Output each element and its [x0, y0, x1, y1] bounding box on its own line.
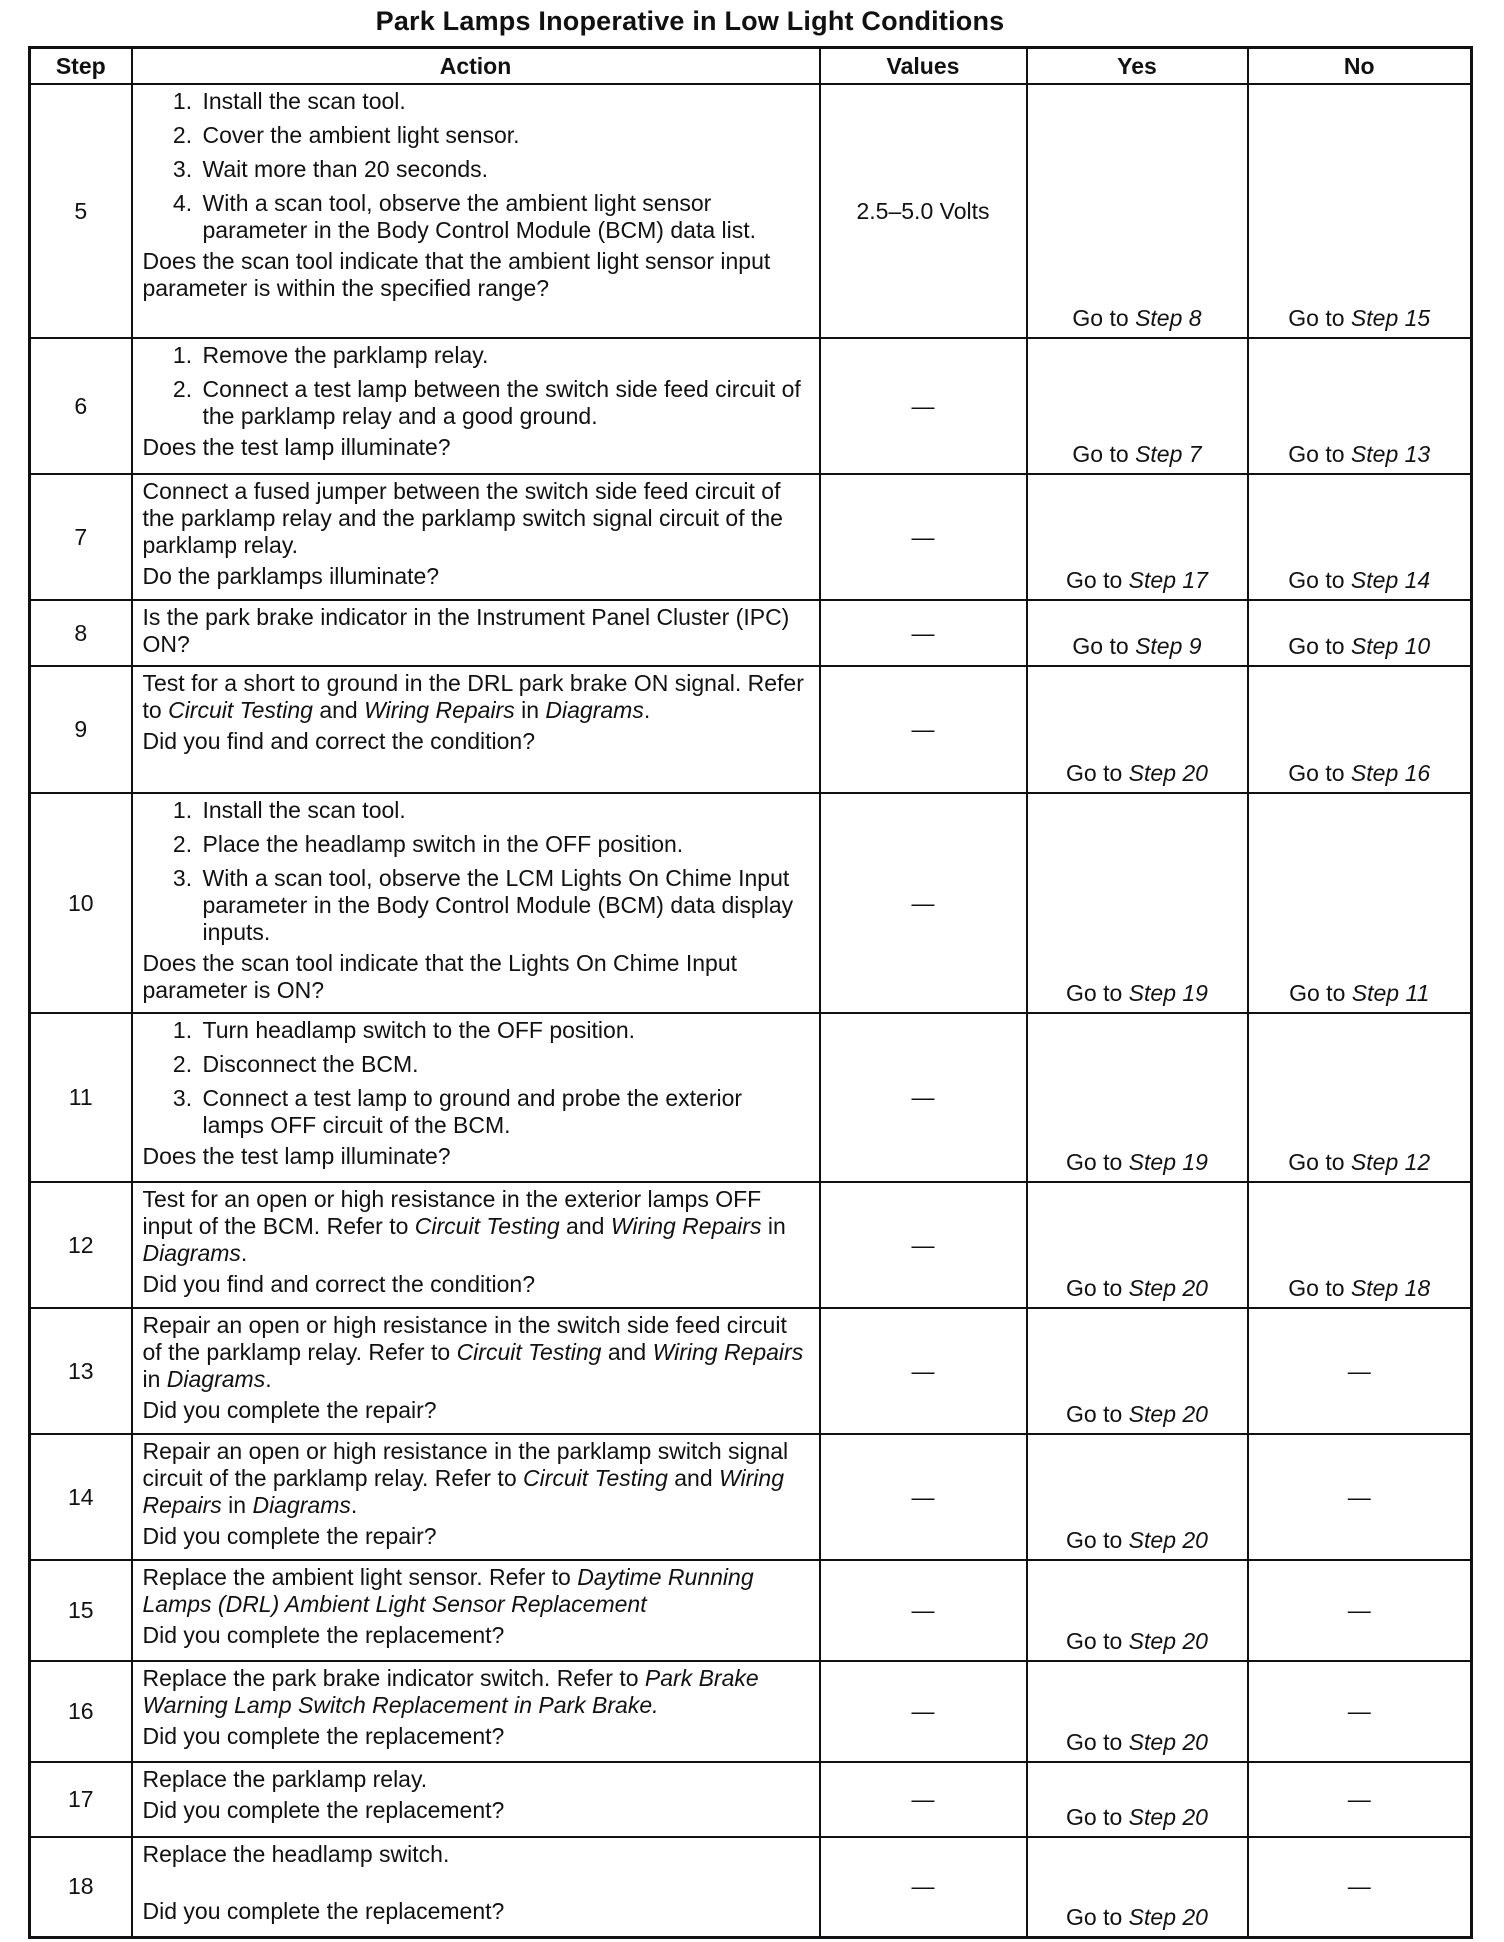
header-action: Action — [132, 48, 820, 85]
question: Did you find and correct the condition? — [142, 1271, 536, 1297]
yes-target-step: 20 — [1182, 1628, 1208, 1654]
value-cell: — — [820, 1308, 1027, 1434]
action-cell — [132, 338, 820, 474]
action-cell — [132, 1560, 820, 1661]
page-title: Park Lamps Inoperative in Low Light Conditions — [375, 6, 1005, 36]
header-no: No — [1248, 48, 1472, 85]
header-yes: Yes — [1027, 48, 1248, 85]
no-cell: Go to Step 12 — [1248, 1013, 1472, 1182]
yes-cell: Go to Step 20 — [1027, 1560, 1248, 1661]
yes-cell: Go to Step 20 — [1027, 1182, 1248, 1308]
yes-target-step: 8 — [1188, 305, 1202, 331]
question: Does the scan tool indicate that the ambient light sensor input parameter is within the specified range? — [142, 248, 771, 301]
step-number: 17 — [30, 1762, 132, 1837]
yes-target-step: 20 — [1182, 760, 1208, 786]
action-cell — [132, 1182, 820, 1308]
action-item: 1. Turn headlamp switch to the OFF position. — [199, 1017, 809, 1044]
action-cell — [132, 600, 820, 666]
table-row — [30, 793, 1472, 1013]
no-target-step: 12 — [1404, 1149, 1431, 1175]
table-row — [30, 1762, 1472, 1837]
value-cell: — — [820, 666, 1027, 793]
no-cell: Go to Step 14 — [1248, 474, 1472, 600]
yes-cell: Go to Step 20 — [1027, 1434, 1248, 1560]
step-number: 14 — [30, 1434, 132, 1560]
value-cell: — — [820, 1837, 1027, 1937]
action-list — [143, 88, 809, 244]
table-row — [30, 1308, 1472, 1434]
action-cell — [132, 666, 820, 793]
question: Does the scan tool indicate that the Lights On Chime Input parameter is ON? — [142, 950, 738, 1003]
action-item: 2. Place the headlamp switch in the OFF position. — [199, 831, 809, 858]
action-text: Replace the park brake indicator switch. Refer to Park Brake Warning Lamp Switch Replacement in Park Brake. — [142, 1665, 759, 1718]
no-target-step: 18 — [1404, 1275, 1431, 1301]
step-number: 10 — [30, 793, 132, 1013]
value-cell: 2.5–5.0 Volts — [820, 84, 1027, 338]
action-item: 1. Install the scan tool. — [199, 797, 809, 824]
yes-cell: Go to Step 20 — [1027, 1837, 1248, 1937]
step-number: 9 — [30, 666, 132, 793]
yes-target-step: 20 — [1182, 1275, 1208, 1301]
yes-target-step: 7 — [1188, 441, 1202, 467]
no-cell: — — [1248, 1762, 1472, 1837]
no-cell: Go to Step 10 — [1248, 600, 1472, 666]
value-cell: — — [820, 338, 1027, 474]
no-cell: — — [1248, 1837, 1472, 1937]
table-row — [30, 1013, 1472, 1182]
yes-cell: Go to Step 20 — [1027, 666, 1248, 793]
yes-cell: Go to Step 17 — [1027, 474, 1248, 600]
diagnostic-table — [28, 46, 1473, 1939]
step-number: 18 — [30, 1837, 132, 1937]
yes-target-step: 19 — [1182, 980, 1208, 1006]
action-cell — [132, 793, 820, 1013]
no-target-step: 13 — [1404, 441, 1431, 467]
no-cell: Go to Step 16 — [1248, 666, 1472, 793]
yes-cell: Go to Step 20 — [1027, 1661, 1248, 1762]
table-row — [30, 1434, 1472, 1560]
action-text: Test for an open or high resistance in the exterior lamps OFF input of the BCM. Refer to Circuit Testing and Wiring Repairs in Diagrams. — [142, 1186, 786, 1266]
step-number: 8 — [30, 600, 132, 666]
no-cell: — — [1248, 1661, 1472, 1762]
value-cell: — — [820, 474, 1027, 600]
no-target-step: 15 — [1404, 305, 1431, 331]
yes-cell: Go to Step 8 — [1027, 84, 1248, 338]
yes-target-step: 20 — [1182, 1804, 1208, 1830]
no-target-step: 14 — [1404, 567, 1431, 593]
step-number: 11 — [30, 1013, 132, 1182]
value-cell: — — [820, 600, 1027, 666]
table-row — [30, 1837, 1472, 1937]
action-item: 2. Connect a test lamp between the switch side feed circuit of the parklamp relay and a good ground. — [199, 376, 809, 430]
action-item: 1. Install the scan tool. — [199, 88, 809, 115]
step-number: 13 — [30, 1308, 132, 1434]
question: Did you complete the replacement? — [142, 1898, 505, 1924]
yes-target-step: 9 — [1188, 633, 1202, 659]
action-text: Connect a fused jumper between the switch side feed circuit of the parklamp relay and the parklamp switch signal circuit of the parklamp relay. — [142, 478, 783, 558]
yes-target-step: 20 — [1182, 1729, 1208, 1755]
action-cell — [132, 1434, 820, 1560]
action-item: 3. Wait more than 20 seconds. — [199, 156, 809, 183]
action-text: Replace the parklamp relay. — [142, 1766, 428, 1792]
action-cell — [132, 1661, 820, 1762]
table-row — [30, 1182, 1472, 1308]
action-text: Repair an open or high resistance in the switch side feed circuit of the parklamp relay. Refer to Circuit Testing and Wiring Repairs in Diagrams. — [142, 1312, 804, 1392]
question: Did you complete the replacement? — [142, 1622, 505, 1648]
action-item: 2. Cover the ambient light sensor. — [199, 122, 809, 149]
question: Did you complete the repair? — [142, 1397, 437, 1423]
yes-cell: Go to Step 19 — [1027, 793, 1248, 1013]
question: Did you complete the repair? — [142, 1523, 437, 1549]
yes-target-step: 20 — [1182, 1527, 1208, 1553]
question: Did you complete the replacement? — [142, 1797, 505, 1823]
action-text: Is the park brake indicator in the Instrument Panel Cluster (IPC) ON? — [142, 604, 790, 657]
value-cell: — — [820, 1762, 1027, 1837]
no-cell: — — [1248, 1434, 1472, 1560]
no-cell: Go to Step 18 — [1248, 1182, 1472, 1308]
table-row — [30, 338, 1472, 474]
action-text: Replace the headlamp switch. — [142, 1841, 450, 1867]
question: Do the parklamps illuminate? — [142, 563, 440, 589]
yes-cell: Go to Step 9 — [1027, 600, 1248, 666]
yes-cell: Go to Step 19 — [1027, 1013, 1248, 1182]
table-row — [30, 666, 1472, 793]
value-cell: — — [820, 1434, 1027, 1560]
action-cell — [132, 474, 820, 600]
value-cell: — — [820, 1661, 1027, 1762]
table-row — [30, 1661, 1472, 1762]
no-cell: Go to Step 13 — [1248, 338, 1472, 474]
no-target-step: 10 — [1404, 633, 1431, 659]
action-cell — [132, 84, 820, 338]
value-cell: — — [820, 1182, 1027, 1308]
table-row — [30, 474, 1472, 600]
value-cell: — — [820, 1560, 1027, 1661]
table-row — [30, 1560, 1472, 1661]
action-list — [143, 1017, 809, 1139]
action-item: 4. With a scan tool, observe the ambient light sensor parameter in the Body Control Module (BCM) data list. — [199, 190, 809, 244]
table-row — [30, 84, 1472, 338]
no-target-step: 11 — [1405, 980, 1430, 1006]
action-list — [143, 797, 809, 946]
yes-target-step: 17 — [1182, 567, 1208, 593]
question: Did you complete the replacement? — [142, 1723, 505, 1749]
yes-cell: Go to Step 20 — [1027, 1308, 1248, 1434]
step-number: 7 — [30, 474, 132, 600]
value-cell: — — [820, 793, 1027, 1013]
yes-cell: Go to Step 7 — [1027, 338, 1248, 474]
value-cell: — — [820, 1013, 1027, 1182]
action-cell — [132, 1837, 820, 1937]
action-item: 1. Remove the parklamp relay. — [199, 342, 809, 369]
action-text: Replace the ambient light sensor. Refer to Daytime Running Lamps (DRL) Ambient Light Sensor Replacement — [142, 1564, 754, 1617]
action-list — [143, 342, 809, 430]
no-target-step: 16 — [1404, 760, 1431, 786]
step-number: 5 — [30, 84, 132, 338]
step-number: 16 — [30, 1661, 132, 1762]
action-text: Repair an open or high resistance in the parklamp switch signal circuit of the parklamp relay. Refer to Circuit Testing and Wiring Repairs in Diagrams. — [142, 1438, 789, 1518]
action-item: 3. With a scan tool, observe the LCM Lights On Chime Input parameter in the Body Control Module (BCM) data display inputs. — [199, 865, 809, 946]
header-values: Values — [820, 48, 1027, 85]
step-number: 12 — [30, 1182, 132, 1308]
action-cell — [132, 1308, 820, 1434]
table-row — [30, 600, 1472, 666]
question: Does the test lamp illuminate? — [142, 434, 451, 460]
question: Did you find and correct the condition? — [142, 728, 536, 754]
action-cell — [132, 1762, 820, 1837]
no-cell: Go to Step 11 — [1248, 793, 1472, 1013]
no-cell: Go to Step 15 — [1248, 84, 1472, 338]
yes-target-step: 19 — [1182, 1149, 1208, 1175]
table-header-row — [30, 48, 1472, 85]
question: Does the test lamp illuminate? — [142, 1143, 451, 1169]
step-number: 15 — [30, 1560, 132, 1661]
action-item: 2. Disconnect the BCM. — [199, 1051, 809, 1078]
no-cell: — — [1248, 1560, 1472, 1661]
yes-target-step: 20 — [1182, 1401, 1208, 1427]
action-cell — [132, 1013, 820, 1182]
action-item: 3. Connect a test lamp to ground and probe the exterior lamps OFF circuit of the BCM. — [199, 1085, 809, 1139]
header-step: Step — [30, 48, 132, 85]
no-cell: — — [1248, 1308, 1472, 1434]
action-text: Test for a short to ground in the DRL park brake ON signal. Refer to Circuit Testing and Wiring Repairs in Diagrams. — [142, 670, 804, 723]
step-number: 6 — [30, 338, 132, 474]
yes-target-step: 20 — [1182, 1903, 1208, 1930]
yes-cell: Go to Step 20 — [1027, 1762, 1248, 1837]
